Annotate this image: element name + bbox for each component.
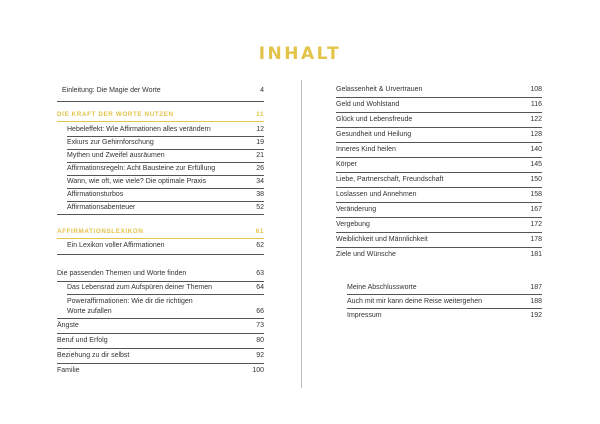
toc-section-kraft[interactable] [57,109,264,121]
divider-rule [57,333,264,334]
divider-rule [336,217,542,218]
section-rule [57,238,264,239]
toc-entry-page: 116 [530,101,542,108]
section-page: 11 [256,111,264,118]
divider-rule [347,308,542,309]
toc-entry[interactable] [67,282,264,294]
section-label: DIE KRAFT DER WORTE NUTZEN [57,111,174,118]
divider-rule [336,112,542,113]
toc-entry-label: Inneres Kind heilen [336,146,396,153]
toc-entry-intro[interactable] [62,85,264,97]
divider-rule [336,172,542,173]
toc-entry-page: 172 [530,221,542,228]
toc-entry-label: Vergebung [336,221,370,228]
toc-entry-label: Veränderung [336,206,377,213]
divider-rule [336,142,542,143]
toc-entry-label: Einleitung: Die Magie der Worte [62,87,161,94]
toc-entry-label: Beruf und Erfolg [57,337,108,344]
toc-entry-label: Das Lebensrad zum Aufspüren deiner Themen [67,284,213,291]
toc-entry-page: 100 [252,367,264,374]
toc-entry-label: Gesundheit und Heilung [336,131,412,138]
toc-entry-label: Auch mit mir kann deine Reise weitergehen [347,298,483,305]
divider-rule [336,247,542,248]
toc-entry-page: 21 [256,152,264,159]
section-page: 61 [255,228,264,235]
toc-entry[interactable] [67,176,264,188]
toc-entry-themes[interactable] [57,268,264,280]
toc-entry-page: 12 [256,126,264,133]
divider-rule [57,101,264,102]
toc-entry[interactable] [336,159,542,171]
toc-entry-label: Gelassenheit & Urvertrauen [336,86,423,93]
toc-entry-label: Wann, wie oft, wie viele? Die optimale Praxis [67,178,207,185]
toc-entry-label: Ziele und Wünsche [336,251,396,258]
toc-entry-page: 73 [256,322,264,329]
toc-entry-page: 150 [530,176,542,183]
divider-rule [336,157,542,158]
toc-entry[interactable] [67,137,264,149]
toc-entry[interactable] [336,249,542,261]
toc-entry-page: 4 [260,87,264,94]
toc-entry-page: 140 [530,146,542,153]
toc-entry-page: 64 [256,284,264,291]
toc-section-lexikon[interactable] [57,226,264,238]
toc-entry-label: Meine Abschlussworte [347,284,417,291]
toc-entry-page: 122 [530,116,542,123]
toc-entry[interactable] [336,99,542,111]
toc-appendix-entry[interactable] [347,282,542,294]
toc-entry-label: Exkurs zur Gehirnforschung [67,139,154,146]
toc-entry-page: 181 [530,251,542,258]
toc-entry[interactable] [336,234,542,246]
toc-entry-label: Impressum [347,312,382,319]
toc-entry-page: 188 [530,298,542,305]
toc-entry-page: 108 [530,86,542,93]
toc-appendix-entry[interactable] [347,310,542,322]
toc-entry-label: Geld und Wohlstand [336,101,400,108]
toc-entry-label: Körper [336,161,358,168]
toc-entry-label: Beziehung zu dir selbst [57,352,130,359]
toc-entry[interactable] [336,174,542,186]
divider-rule [336,202,542,203]
toc-entry[interactable] [67,202,264,214]
toc-appendix-entry[interactable] [347,296,542,308]
toc-entry-label: Affirmationsabenteuer [67,204,136,211]
toc-entry-label: Liebe, Partnerschaft, Freundschaft [336,176,444,183]
toc-entry-page: 128 [530,131,542,138]
toc-entry-label: Ängste [57,322,79,329]
column-divider [301,80,302,388]
divider-rule [57,214,264,215]
divider-rule [336,127,542,128]
toc-entry[interactable] [57,350,264,362]
toc-entry[interactable] [336,144,542,156]
toc-entry-page: 19 [256,139,264,146]
toc-entry-page: 92 [256,352,264,359]
toc-entry[interactable] [336,84,542,96]
toc-entry-page: 80 [256,337,264,344]
page-title: INHALT [258,44,342,64]
toc-entry-page: 38 [256,191,264,198]
toc-entry-label: Familie [57,367,80,374]
toc-entry-label: Weiblichkeit und Männlichkeit [336,236,428,243]
divider-rule [57,318,264,319]
toc-entry[interactable] [336,189,542,201]
toc-entry-multiline-second[interactable] [67,306,264,318]
divider-rule [347,294,542,295]
toc-entry-page: 192 [530,312,542,319]
toc-entry-page: 63 [256,270,264,277]
toc-entry-page: 178 [530,236,542,243]
divider-rule [67,294,264,295]
toc-entry[interactable] [57,320,264,332]
toc-entry-label: Powerafﬁrmationen: Wie dir die richtigen [67,298,193,305]
toc-entry[interactable] [336,114,542,126]
section-label: AFFIRMATIONSLEXIKON [57,228,144,235]
toc-entry[interactable] [336,204,542,216]
toc-entry[interactable] [67,150,264,162]
toc-entry-label: Glück und Lebensfreude [336,116,413,123]
toc-entry[interactable] [67,124,264,136]
toc-entry-page: 34 [256,178,264,185]
toc-entry-page: 158 [530,191,542,198]
toc-entry[interactable] [57,335,264,347]
divider-rule [336,97,542,98]
section-rule [57,121,264,122]
toc-entry-label: Worte zufallen [67,308,112,315]
toc-entry-label: Hebeleffekt: Wie Affirmationen alles verändern [67,126,211,133]
toc-entry-label: Ein Lexikon voller Affirmationen [67,242,165,249]
toc-entry-page: 145 [530,161,542,168]
divider-rule [57,363,264,364]
toc-entry-label: Affirmationsturbos [67,191,124,198]
toc-entry-label: Die passenden Themen und Worte finden [57,270,187,277]
toc-entry-page: 66 [256,308,264,315]
toc-entry[interactable] [57,365,264,377]
toc-entry-page: 167 [530,206,542,213]
toc-entry[interactable] [336,129,542,141]
divider-rule [336,232,542,233]
divider-rule [57,348,264,349]
toc-entry[interactable] [67,240,264,252]
toc-entry[interactable] [67,189,264,201]
toc-entry-page: 26 [256,165,264,172]
divider-rule [57,254,264,255]
toc-entry[interactable] [67,163,264,175]
toc-entry-label: Mythen und Zweifel ausräumen [67,152,165,159]
toc-entry-page: 187 [530,284,542,291]
toc-entry-page: 52 [256,204,264,211]
toc-entry-page: 62 [256,242,264,249]
toc-entry-label: Loslassen und Annehmen [336,191,417,198]
toc-entry-label: Affirmationsregeln: Acht Bausteine zur Erfüllung [67,165,216,172]
divider-rule [336,187,542,188]
toc-entry[interactable] [336,219,542,231]
